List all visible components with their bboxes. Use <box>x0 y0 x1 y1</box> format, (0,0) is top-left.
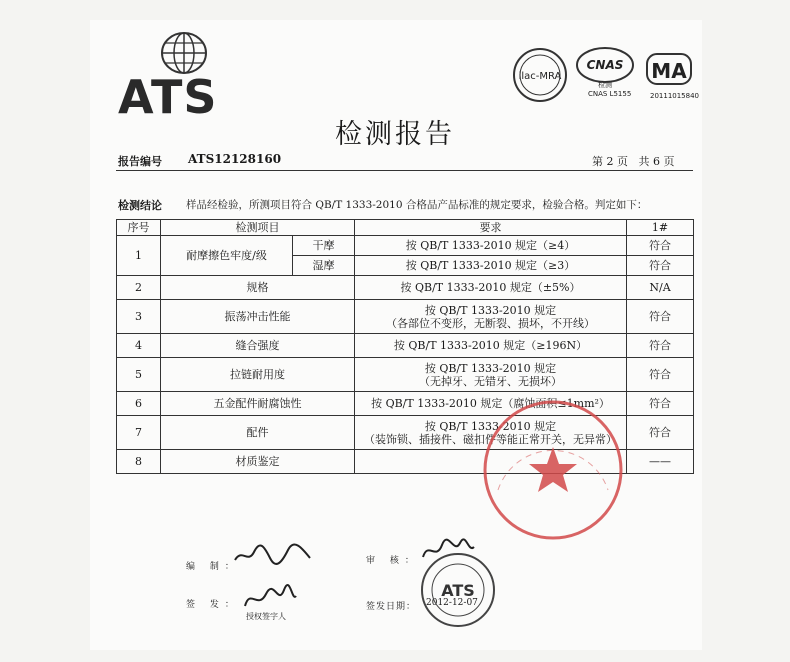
ma-code: 20111015840 <box>650 92 699 100</box>
table-row <box>117 358 694 392</box>
cnas-icon <box>575 45 635 89</box>
row-subitem: 湿摩 <box>293 256 355 276</box>
row-item: 耐摩擦色牢度/级 <box>161 236 293 276</box>
report-no-label: 报告编号 <box>118 155 162 168</box>
svg-text:ilac-MRA: ilac-MRA <box>518 71 562 82</box>
row-result: 符合 <box>627 358 694 392</box>
row-requirement: 按 QB/T 1333-2010 规定（±5%） <box>355 276 627 300</box>
report-no: ATS12128160 <box>188 152 282 166</box>
cma-icon <box>645 52 693 88</box>
row-item: 缝合强度 <box>161 334 355 358</box>
row-result: 符合 <box>627 256 694 276</box>
page-info: 第 2 页 共 6 页 <box>592 155 675 168</box>
table-row <box>117 300 694 334</box>
row-no: 1 <box>117 236 161 276</box>
ats-stamp <box>418 550 498 630</box>
header-sample: 1# <box>627 220 694 236</box>
row-no: 3 <box>117 300 161 334</box>
row-item: 五金配件耐腐蚀性 <box>161 392 355 416</box>
company-seal <box>478 395 628 545</box>
row-requirement <box>355 300 627 334</box>
row-requirement: 按 QB/T 1333-2010 规定（≥4） <box>355 236 627 256</box>
issue-date-label: 签发日期： <box>366 602 417 612</box>
row-subitem: 干摩 <box>293 236 355 256</box>
requirement-line: 按 QB/T 1333-2010 规定 <box>424 419 557 433</box>
row-result: 符合 <box>627 416 694 450</box>
row-item: 拉链耐用度 <box>161 358 355 392</box>
requirement-detail: （无掉牙、无错牙、无损坏） <box>419 374 562 388</box>
ats-logo: ATS <box>118 70 218 124</box>
row-no: 4 <box>117 334 161 358</box>
row-item: 振荡冲击性能 <box>161 300 355 334</box>
reviewer-label: 审 核： <box>366 556 420 566</box>
svg-text:ATS: ATS <box>441 581 475 600</box>
issuer-label: 签 发： <box>186 600 240 610</box>
cnas-code: CNAS L5155 <box>588 90 632 98</box>
row-no: 8 <box>117 450 161 474</box>
table-header-row <box>117 220 694 236</box>
row-no: 5 <box>117 358 161 392</box>
row-result: 符合 <box>627 236 694 256</box>
svg-text:MA: MA <box>651 59 687 83</box>
requirement-detail: （各部位不变形，无断裂、损坏，不开线） <box>386 316 595 330</box>
row-no: 6 <box>117 392 161 416</box>
requirement-line: 按 QB/T 1333-2010 规定 <box>424 361 557 375</box>
row-item: 配件 <box>161 416 355 450</box>
row-result: N/A <box>627 276 694 300</box>
issuer-signature <box>240 582 300 614</box>
header-item: 检测项目 <box>161 220 355 236</box>
row-result: 符合 <box>627 300 694 334</box>
row-item: 规格 <box>161 276 355 300</box>
editor-signature <box>230 540 320 570</box>
requirement-line: 按 QB/T 1333-2010 规定 <box>424 303 557 317</box>
header-divider <box>116 170 693 171</box>
header-requirement: 要求 <box>355 220 627 236</box>
row-result: 符合 <box>627 334 694 358</box>
header-no: 序号 <box>117 220 161 236</box>
table-row <box>117 236 694 256</box>
row-requirement: 按 QB/T 1333-2010 规定（腐蚀面积≤1mm²） <box>355 392 627 416</box>
report-title: 检测报告 <box>335 119 455 150</box>
row-requirement: 按 QB/T 1333-2010 规定（≥3） <box>355 256 627 276</box>
conclusion-text: 样品经检验，所测项目符合 QB/T 1333-2010 合格品产品标准的规定要求，检验合格。判定如下： <box>186 199 648 211</box>
row-requirement: 按 QB/T 1333-2010 规定（≥196N） <box>355 334 627 358</box>
svg-text:检测: 检测 <box>598 81 612 89</box>
row-result: —— <box>627 450 694 474</box>
row-result: 符合 <box>627 392 694 416</box>
row-requirement <box>355 358 627 392</box>
table-row <box>117 334 694 358</box>
conclusion-label: 检测结论 <box>118 199 162 212</box>
issue-date: 2012-12-07 <box>426 598 478 608</box>
authorized-label: 授权签字人 <box>246 612 286 621</box>
table-row <box>117 276 694 300</box>
ilac-mra-icon <box>510 45 570 105</box>
svg-text:CNAS: CNAS <box>586 58 624 72</box>
row-no: 2 <box>117 276 161 300</box>
row-no: 7 <box>117 416 161 450</box>
editor-label: 编 制： <box>186 562 240 572</box>
requirement-detail: （装饰锁、插接件、磁扣件等能正常开关，无异常） <box>364 432 617 446</box>
row-item: 材质鉴定 <box>161 450 355 474</box>
